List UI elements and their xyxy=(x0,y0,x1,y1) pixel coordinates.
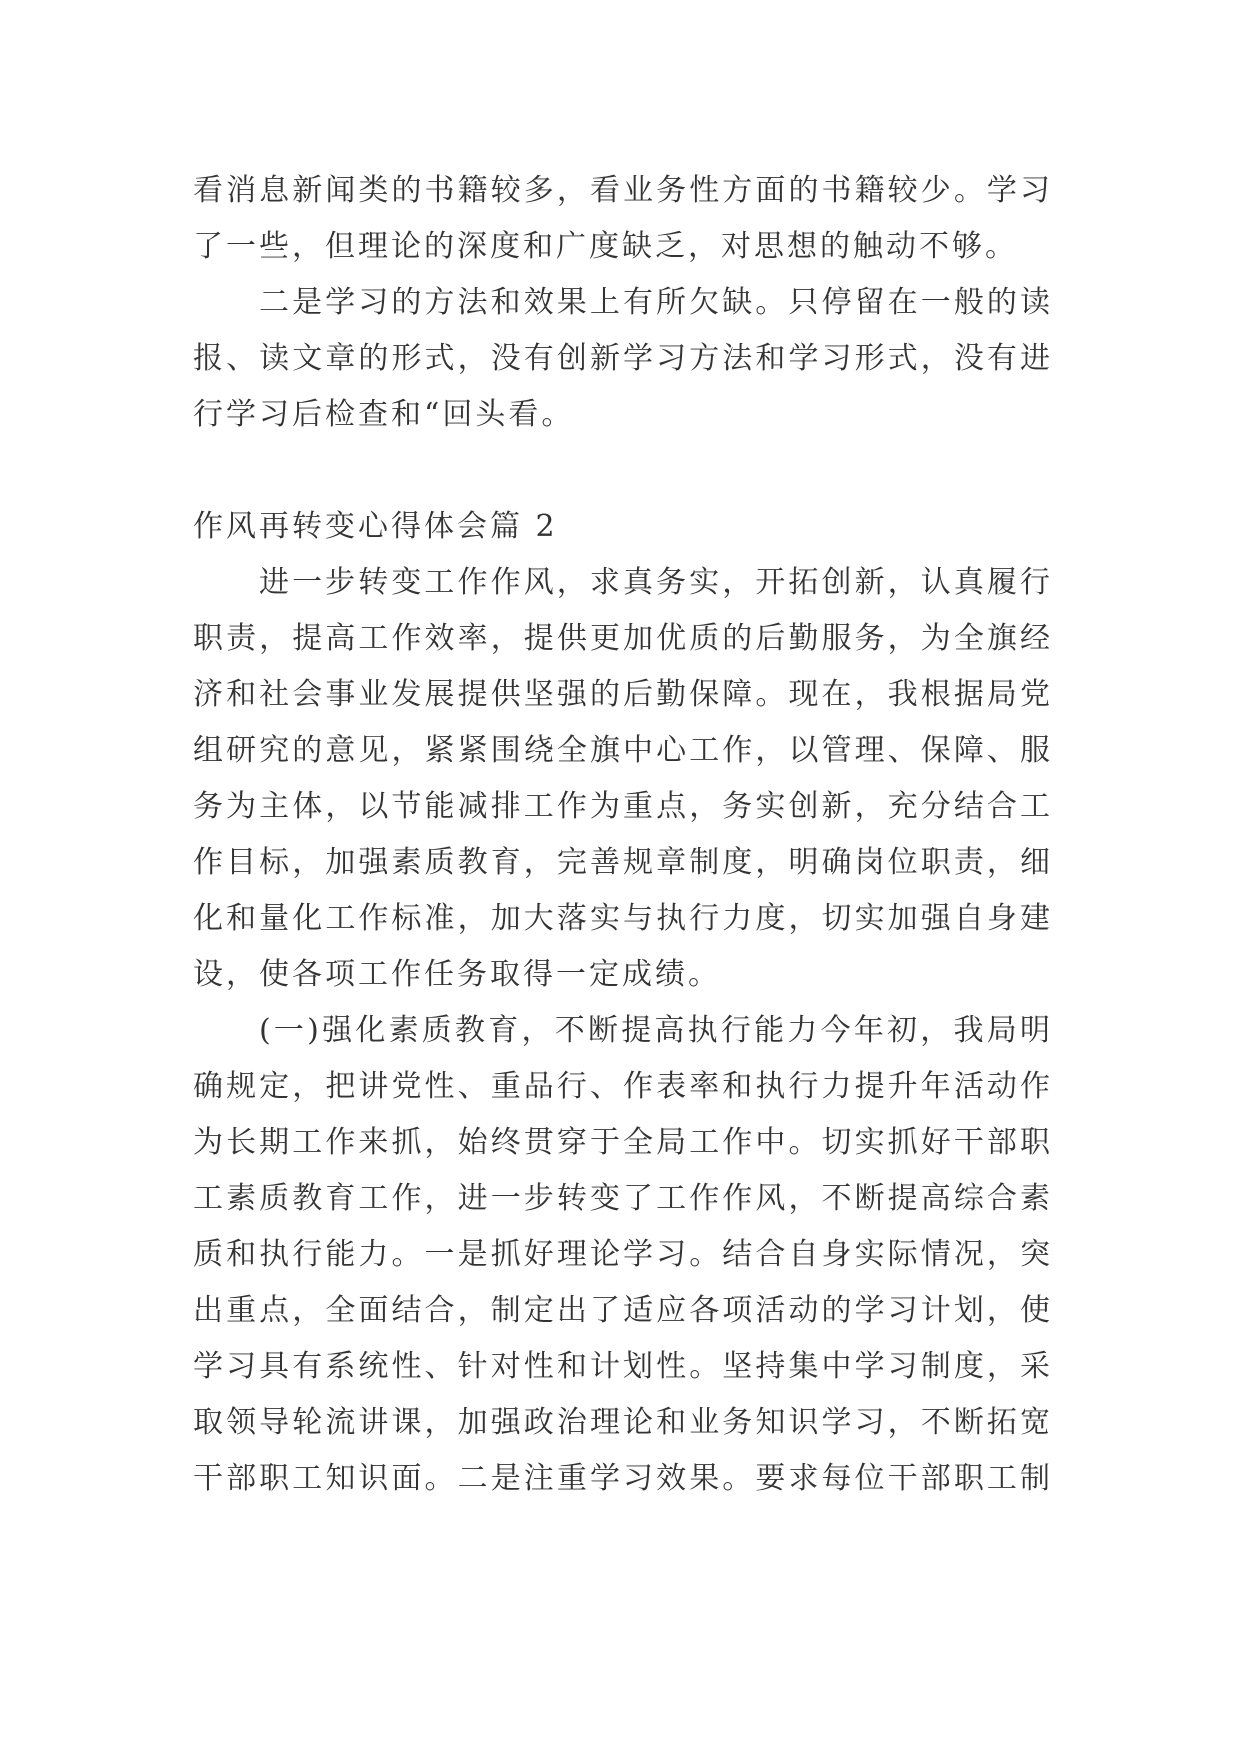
text-line: 职责，提高工作效率，提供更加优质的后勤服务，为全旗经 xyxy=(193,621,1053,656)
text-line: 报、读文章的形式，没有创新学习方法和学习形式，没有进 xyxy=(193,341,1053,376)
text-line: 化和量化工作标准，加大落实与执行力度，切实加强自身建 xyxy=(193,901,1053,936)
text-line: 取领导轮流讲课，加强政治理论和业务知识学习，不断拓宽 xyxy=(193,1405,1053,1440)
text-line: 组研究的意见，紧紧围绕全旗中心工作，以管理、保障、服 xyxy=(193,733,1053,768)
paragraph-quality-education xyxy=(193,1003,1053,1507)
section-gap xyxy=(193,443,1053,499)
section-heading: 作风再转变心得体会篇 2 xyxy=(193,509,558,544)
text-line: (一)强化素质教育，不断提高执行能力今年初，我局明 xyxy=(259,1013,1053,1048)
text-line: 作目标，加强素质教育，完善规章制度，明确岗位职责，细 xyxy=(193,845,1053,880)
text-line: 务为主体，以节能减排工作为重点，务实创新，充分结合工 xyxy=(193,789,1053,824)
text-line: 济和社会事业发展提供坚强的后勤保障。现在，我根据局党 xyxy=(193,677,1053,712)
text-line: 进一步转变工作作风，求真务实，开拓创新，认真履行 xyxy=(259,565,1053,600)
text-line: 出重点，全面结合，制定出了适应各项活动的学习计划，使 xyxy=(193,1293,1053,1328)
text-line: 设，使各项工作任务取得一定成绩。 xyxy=(193,957,721,992)
text-line: 工素质教育工作，进一步转变了工作作风，不断提高综合素 xyxy=(193,1181,1053,1216)
text-line: 学习具有系统性、针对性和计划性。坚持集中学习制度，采 xyxy=(193,1349,1053,1384)
text-line: 确规定，把讲党性、重品行、作表率和执行力提升年活动作 xyxy=(193,1069,1053,1104)
paragraph-intro xyxy=(193,555,1053,1003)
text-line: 质和执行能力。一是抓好理论学习。结合自身实际情况，突 xyxy=(193,1237,1053,1272)
text-line: 为长期工作来抓，始终贯穿于全局工作中。切实抓好干部职 xyxy=(193,1125,1053,1160)
text-line: 看消息新闻类的书籍较多，看业务性方面的书籍较少。学习 xyxy=(193,173,1053,208)
text-line: 了一些，但理论的深度和广度缺乏，对思想的触动不够。 xyxy=(193,229,1018,264)
paragraph-second-point xyxy=(193,275,1053,443)
text-line: 二是学习的方法和效果上有所欠缺。只停留在一般的读 xyxy=(259,285,1053,320)
text-line: 干部职工知识面。二是注重学习效果。要求每位干部职工制 xyxy=(193,1461,1053,1496)
document-body xyxy=(193,163,1053,1507)
paragraph-continued xyxy=(193,163,1053,275)
text-line: 行学习后检查和“回头看。 xyxy=(193,397,575,432)
